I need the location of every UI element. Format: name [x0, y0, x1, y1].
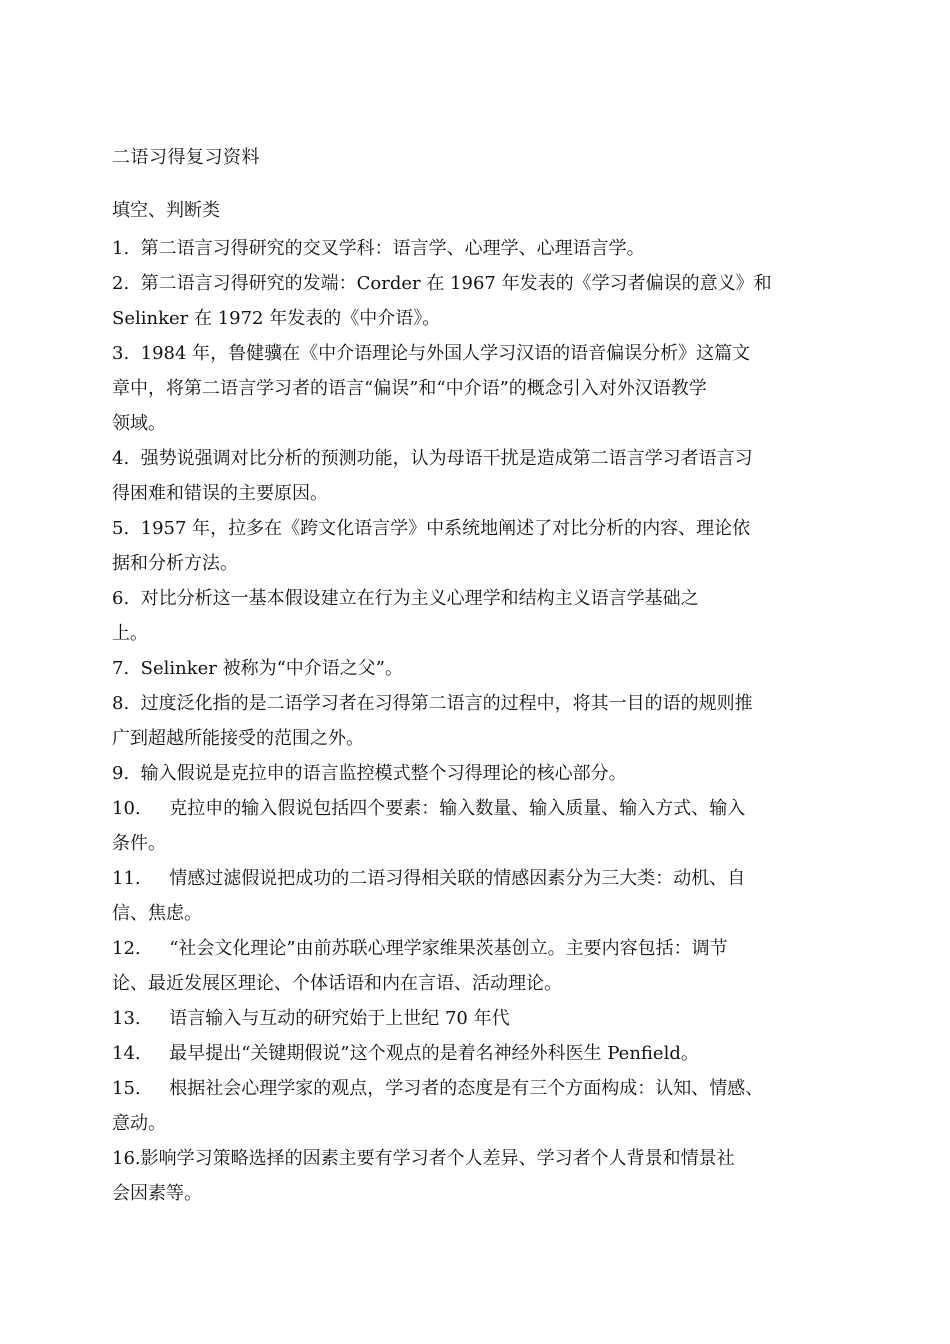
item-number: 5.	[112, 518, 141, 539]
item-text: 过度泛化指的是二语学习者在习得第二语言的过程中，将其一目的语的规则推	[140, 693, 753, 714]
item-number: 3.	[112, 343, 141, 364]
item-number: 8.	[112, 693, 141, 714]
item-text: 克拉申的输入假说包括四个要素：输入数量、输入质量、输入方式、输入	[169, 798, 746, 819]
list-item	[112, 511, 834, 581]
item-list	[112, 231, 834, 1211]
item-text: 情感过滤假说把成功的二语习得相关联的情感因素分为三大类：动机、自	[169, 868, 746, 889]
item-line	[112, 581, 834, 616]
list-item	[112, 1141, 834, 1211]
list-item	[112, 231, 834, 266]
item-text: 第二语言习得研究的交叉学科：语言学、心理学、心理语言学。	[140, 238, 645, 259]
item-number: 7.	[112, 658, 141, 679]
item-text: 影响学习策略选择的因素主要有学习者个人差异、学习者个人背景和情景社	[140, 1148, 735, 1169]
item-text: 意动。	[112, 1113, 166, 1134]
item-line	[112, 686, 834, 721]
item-line	[112, 1176, 834, 1211]
list-item	[112, 861, 834, 931]
item-number: 15.	[112, 1078, 170, 1099]
item-text: 信、焦虑。	[112, 903, 202, 924]
list-item	[112, 1036, 834, 1071]
item-number: 11.	[112, 868, 170, 889]
item-number: 6.	[112, 588, 141, 609]
document-title: 二语习得复习资料	[112, 147, 260, 168]
item-text: 论、最近发展区理论、个体话语和内在言语、活动理论。	[112, 973, 562, 994]
item-line	[112, 476, 834, 511]
list-item	[112, 756, 834, 791]
item-number: 12.	[112, 938, 170, 959]
item-line	[112, 966, 834, 1001]
list-item	[112, 266, 834, 336]
item-text: 强势说强调对比分析的预测功能，认为母语干扰是造成第二语言学习者语言习	[140, 448, 753, 469]
list-item	[112, 1071, 834, 1141]
item-line	[112, 826, 834, 861]
item-line	[112, 861, 834, 896]
list-item	[112, 581, 834, 651]
item-text: 1957 年，拉多在《跨文化语言学》中系统地阐述了对比分析的内容、理论依	[140, 518, 751, 539]
list-item	[112, 651, 834, 686]
item-text: 根据社会心理学家的观点，学习者的态度是有三个方面构成：认知、情感、	[169, 1078, 764, 1099]
item-line	[112, 931, 834, 966]
item-line	[112, 1036, 834, 1071]
item-number: 14.	[112, 1043, 170, 1064]
item-number: 1.	[112, 238, 141, 259]
item-number: 10.	[112, 798, 170, 819]
item-line	[112, 336, 834, 371]
section-heading: 填空、判断类	[112, 200, 220, 221]
list-item	[112, 931, 834, 1001]
item-line	[112, 721, 834, 756]
item-text: 据和分析方法。	[112, 553, 238, 574]
item-line	[112, 546, 834, 581]
item-text: 第二语言习得研究的发端：Corder 在 1967 年发表的《学习者偏误的意义》和	[140, 273, 772, 294]
item-line	[112, 1141, 834, 1176]
item-number: 9.	[112, 763, 141, 784]
item-line	[112, 1106, 834, 1141]
item-line	[112, 791, 834, 826]
item-line	[112, 266, 834, 301]
item-number: 2.	[112, 273, 141, 294]
list-item	[112, 791, 834, 861]
item-text: 对比分析这一基本假设建立在行为主义心理学和结构主义语言学基础之	[140, 588, 699, 609]
item-line	[112, 756, 834, 791]
item-number: 13.	[112, 1008, 170, 1029]
item-text: “社会文化理论”由前苏联心理学家维果茨基创立。主要内容包括：调节	[169, 938, 728, 959]
item-line	[112, 406, 834, 441]
list-item	[112, 441, 834, 511]
list-item	[112, 686, 834, 756]
item-line	[112, 1071, 834, 1106]
item-text: 条件。	[112, 833, 166, 854]
item-text: Selinker 被称为“中介语之父”。	[140, 658, 404, 679]
item-text: 得困难和错误的主要原因。	[112, 483, 328, 504]
item-text: 输入假说是克拉申的语言监控模式整个习得理论的核心部分。	[140, 763, 627, 784]
item-line	[112, 371, 834, 406]
item-text: 上。	[112, 623, 148, 644]
item-line	[112, 896, 834, 931]
list-item	[112, 1001, 834, 1036]
item-line	[112, 441, 834, 476]
item-text: 广到超越所能接受的范围之外。	[112, 728, 364, 749]
item-text: 最早提出“关键期假说”这个观点的是着名神经外科医生 Penfield。	[169, 1043, 699, 1064]
item-text: 1984 年，鲁健骥在《中介语理论与外国人学习汉语的语音偏误分析》这篇文	[140, 343, 751, 364]
item-line	[112, 1001, 834, 1036]
list-item	[112, 336, 834, 441]
item-number: 4.	[112, 448, 141, 469]
item-number: 16.	[112, 1148, 141, 1169]
item-text: 领域。	[112, 413, 166, 434]
item-line	[112, 231, 834, 266]
item-text: Selinker 在 1972 年发表的《中介语》。	[112, 308, 441, 329]
item-text: 章中，将第二语言学习者的语言“偏误”和“中介语”的概念引入对外汉语教学	[112, 378, 707, 399]
item-text: 会因素等。	[112, 1183, 202, 1204]
item-text: 语言输入与互动的研究始于上世纪 70 年代	[169, 1008, 510, 1029]
item-line	[112, 511, 834, 546]
item-line	[112, 651, 834, 686]
item-line	[112, 616, 834, 651]
item-line	[112, 301, 834, 336]
